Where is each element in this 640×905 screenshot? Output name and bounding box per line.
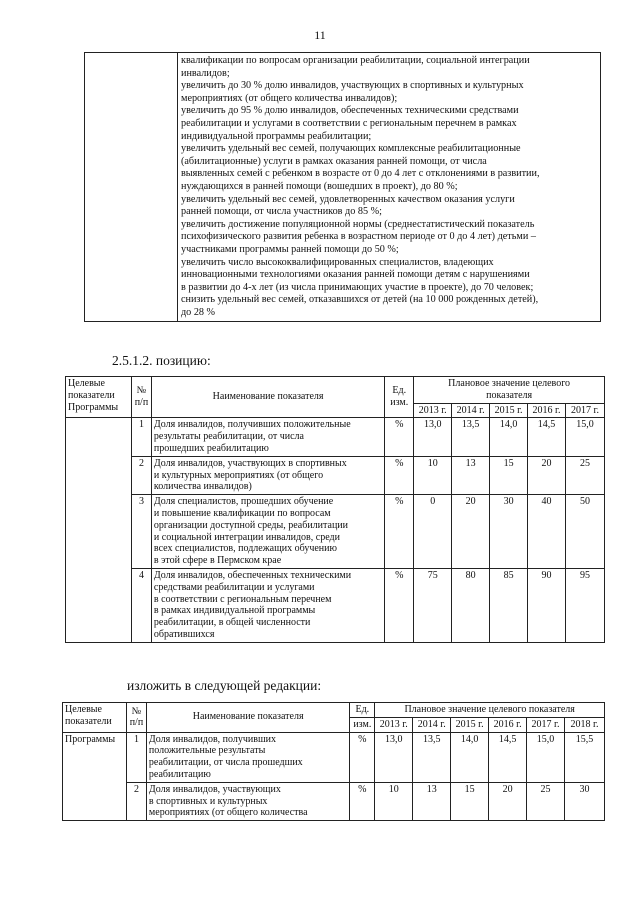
header-line: п/п: [134, 397, 149, 409]
header-unit: [385, 377, 414, 418]
value-cell: 14,0: [490, 418, 528, 456]
goal-line: снизить удельный вес семей, отказавшихся от детей (на 10 000 рожденных детей),: [181, 294, 539, 306]
goal-line: увеличить до 30 % долю инвалидов, участвующих в спортивных и культурных: [181, 80, 524, 92]
goal-line: увеличить достижение популяционной нормы (среднестатистический показатель: [181, 218, 535, 230]
goal-line: (абилитационные) услуги в рамках оказания ранней помощи, от числа: [181, 155, 487, 167]
value-cell: 85: [490, 568, 528, 642]
value-cell: 50: [565, 495, 604, 569]
year-header: 2014 г.: [413, 717, 451, 732]
targets-line: Программы: [65, 733, 116, 745]
page-number: 11: [314, 28, 326, 42]
name-line: в соответствии с региональным перечнем: [153, 593, 332, 605]
value-cell: 13: [452, 456, 490, 494]
goal-line: нуждающихся в ранней помощи (вошедших в проект), до 80 %;: [181, 180, 458, 192]
value-cell: 75: [414, 568, 452, 642]
name-line: количества инвалидов): [153, 481, 252, 493]
goal-line: ранней помощи, от числа участников до 85 %;: [181, 206, 382, 218]
value-cell: 20: [528, 456, 566, 494]
name-line: Доля инвалидов, обеспеченных техническими: [153, 569, 352, 581]
indicators-table-old: [65, 376, 605, 643]
indicator-name: [151, 495, 384, 569]
header-line: Программы: [68, 401, 119, 413]
value-cell: 14,0: [451, 732, 489, 782]
table-row: [63, 732, 605, 782]
value-cell: 13,5: [413, 732, 451, 782]
header-plan: [414, 377, 605, 404]
name-line: Доля инвалидов, получивших: [148, 733, 277, 745]
goal-line: реабилитации и услугами в соответствии с региональным перечнем в рамках: [181, 117, 517, 129]
goal-line: инвалидов;: [181, 67, 230, 79]
header-line: №: [136, 385, 147, 397]
year-header: 2016 г.: [528, 403, 566, 418]
value-cell: 80: [452, 568, 490, 642]
indicators-table-new: [62, 702, 605, 821]
header-line: Целевые: [68, 378, 105, 389]
name-line: Доля специалистов, прошедших обучение: [153, 496, 334, 508]
name-line: в спортивных и культурных: [148, 795, 268, 807]
header-num: [131, 377, 151, 418]
value-cell: 13,5: [452, 418, 490, 456]
name-line: реабилитации, в общей численности: [153, 617, 311, 629]
name-line: средствами реабилитации и услугами: [153, 581, 315, 593]
unit-cell: %: [385, 456, 414, 494]
row-number: 4: [131, 568, 151, 642]
name-line: положительные результаты: [148, 745, 266, 757]
value-cell: 15: [451, 782, 489, 820]
name-line: результаты реабилитации, от числа: [153, 431, 304, 443]
goal-line: психофизического развития ребенка в возрастном периоде от 0 до 4 лет) детьми –: [181, 231, 536, 243]
goal-line: индивидуальной программы реабилитации;: [181, 130, 372, 142]
year-header: 2014 г.: [452, 403, 490, 418]
header-unit-sub: изм.: [350, 717, 375, 732]
header-line: показателя: [486, 389, 533, 401]
header-num: [126, 703, 146, 733]
header-targets: [63, 703, 127, 733]
name-line: реабилитацию: [148, 768, 211, 780]
goal-line: до 28 %: [181, 306, 216, 318]
goal-line: увеличить число высококвалифицированных специалистов, владеющих: [181, 256, 494, 268]
name-line: и социальной интеграции инвалидов, среди: [153, 531, 340, 543]
name-line: организации доступной среды, реабилитации: [153, 519, 348, 531]
caption-old-position: 2.5.1.2. позицию:: [112, 353, 211, 368]
value-cell: 25: [527, 782, 565, 820]
row-number: 3: [131, 495, 151, 569]
name-line: всех специалистов, подлежащих обучению: [153, 543, 337, 555]
unit-cell: %: [350, 782, 375, 820]
header-line: Целевые: [65, 704, 102, 715]
header-line: Плановое значение целевого: [448, 378, 571, 389]
value-cell: 25: [565, 456, 604, 494]
value-cell: 90: [528, 568, 566, 642]
value-cell: 10: [375, 782, 413, 820]
table-row: [66, 568, 605, 642]
name-line: в рамках индивидуальной программы: [153, 605, 316, 617]
goals-text: [178, 53, 601, 322]
value-cell: 13,0: [375, 732, 413, 782]
goal-line: увеличить удельный вес семей, удовлетворенных качеством оказания услуги: [181, 193, 515, 205]
table-row: [66, 418, 605, 456]
goal-line: увеличить удельный вес семей, получающих комплексные реабилитационные: [181, 143, 521, 155]
header-line: изм.: [390, 397, 409, 409]
goal-line: выявленных семей с ребенком в возрасте от 0 до 4 лет с отклонениями в развитии,: [181, 168, 540, 180]
name-line: в этой сфере в Пермском крае: [153, 555, 282, 567]
targets-cell: [63, 732, 127, 821]
value-cell: 10: [414, 456, 452, 494]
header-line: Ед.: [392, 385, 407, 397]
year-header: 2017 г.: [527, 717, 565, 732]
indicator-name: [146, 782, 349, 820]
goal-line: в развитии до 4-х лет (из числа принимающих участие в проекте), до 70 человек;: [181, 281, 534, 293]
targets-cell: [66, 418, 132, 642]
year-header: 2015 г.: [490, 403, 528, 418]
header-line: показатели: [68, 389, 115, 401]
goal-line: квалификации по вопросам организации реабилитации, социальной интеграции: [181, 55, 530, 66]
header-targets: [66, 377, 132, 418]
header-line: показатели: [65, 715, 112, 727]
header-name: Наименование показателя: [146, 703, 349, 733]
year-header: 2015 г.: [451, 717, 489, 732]
empty-cell: [85, 53, 178, 322]
goal-line: мероприятиях (от общего количества инвалидов);: [181, 92, 398, 104]
name-line: Доля инвалидов, участвующих: [148, 783, 281, 795]
goal-line: увеличить до 95 % долю инвалидов, обеспеченных техническими средствами: [181, 105, 519, 117]
year-header: 2017 г.: [565, 403, 604, 418]
value-cell: 14,5: [528, 418, 566, 456]
name-line: обратившихся: [153, 628, 215, 640]
unit-cell: %: [350, 732, 375, 782]
row-number: 1: [131, 418, 151, 456]
name-line: и культурных мероприятиях (от общего: [153, 469, 324, 481]
unit-cell: %: [385, 495, 414, 569]
goals-continuation-table: [84, 52, 601, 322]
name-line: прошедших реабилитацию: [153, 442, 269, 454]
value-cell: 40: [528, 495, 566, 569]
table-row: [66, 495, 605, 569]
indicator-name: [151, 456, 384, 494]
name-line: Доля инвалидов, участвующих в спортивных: [153, 457, 347, 469]
indicator-name: [151, 568, 384, 642]
table-row: [66, 456, 605, 494]
value-cell: 0: [414, 495, 452, 569]
header-plan: Плановое значение целевого показателя: [375, 703, 605, 718]
header-name: Наименование показателя: [151, 377, 384, 418]
year-header: 2013 г.: [375, 717, 413, 732]
name-line: и повышение квалификации по вопросам: [153, 507, 331, 519]
value-cell: 15: [490, 456, 528, 494]
name-line: Доля инвалидов, получивших положительные: [153, 419, 351, 431]
value-cell: 15,0: [527, 732, 565, 782]
value-cell: 20: [489, 782, 527, 820]
name-line: реабилитации, от числа прошедших: [148, 757, 303, 769]
value-cell: 14,5: [489, 732, 527, 782]
value-cell: 15,0: [565, 418, 604, 456]
caption-new-edition: изложить в следующей редакции:: [127, 678, 322, 693]
header-line: №: [131, 705, 142, 717]
year-header: 2018 г.: [565, 717, 605, 732]
name-line: мероприятиях (от общего количества: [148, 807, 308, 819]
unit-cell: %: [385, 418, 414, 456]
year-header: 2016 г.: [489, 717, 527, 732]
row-number: 1: [126, 732, 146, 782]
value-cell: 30: [565, 782, 605, 820]
year-header: 2013 г.: [414, 403, 452, 418]
value-cell: 20: [452, 495, 490, 569]
table-row: [63, 782, 605, 820]
value-cell: 13,0: [414, 418, 452, 456]
indicator-name: [146, 732, 349, 782]
goal-line: участниками программы ранней помощи до 50 %;: [181, 243, 399, 255]
goal-line: инновационными технологиями оказания ранней помощи детям с нарушениями: [181, 269, 530, 281]
value-cell: 95: [565, 568, 604, 642]
value-cell: 13: [413, 782, 451, 820]
header-unit: Ед.: [350, 703, 375, 718]
value-cell: 15,5: [565, 732, 605, 782]
indicator-name: [151, 418, 384, 456]
header-line: п/п: [129, 717, 144, 729]
unit-cell: %: [385, 568, 414, 642]
value-cell: 30: [490, 495, 528, 569]
row-number: 2: [126, 782, 146, 820]
row-number: 2: [131, 456, 151, 494]
